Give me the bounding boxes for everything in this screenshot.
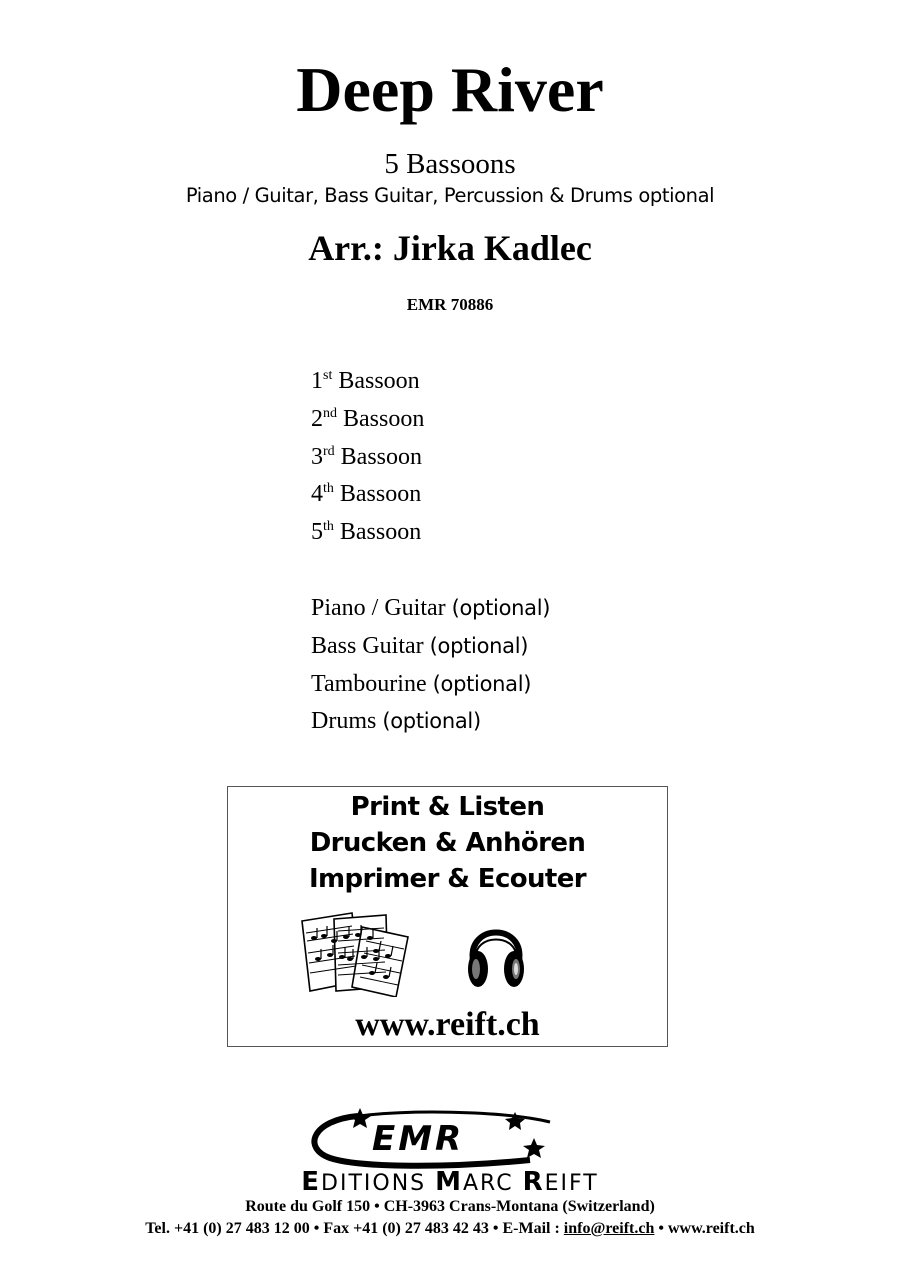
promo-line-french: Imprimer & Ecouter [308,864,587,894]
optional-part-item [311,591,550,629]
part-item [311,364,550,402]
email-link[interactable]: info@reift.ch [563,1220,655,1237]
optional-part-item [311,704,550,742]
optional-part-name: Bass Guitar [311,632,424,659]
promo-url: www.reift.ch [355,1006,540,1043]
optional-part-name: Drums [311,708,377,735]
optional-part-item [311,629,550,667]
instrumentation-line: Piano / Guitar, Bass Guitar, Percussion & Drums optional [185,184,715,207]
part-ordinal: 5 [311,519,323,546]
star-icon [349,1108,371,1128]
part-ordinal-suffix: st [323,368,333,383]
arranger: Arr.: Jirka Kadlec [308,228,592,268]
part-name: Bassoon [340,443,423,470]
part-item [311,477,550,515]
promo-line-german: Drucken & Anhören [309,828,586,858]
part-item [311,402,550,440]
optional-part-name: Piano / Guitar [311,594,446,621]
part-ordinal-suffix: rd [323,443,335,459]
part-name: Bassoon [343,405,425,432]
publisher-address: Route du Golf 150 • CH-3963 Crans-Montana (Switzerland) [245,1198,655,1215]
publisher-contact: Tel. +41 (0) 27 483 12 00 • Fax +41 (0) 27 483 42 43 • E-Mail : info@reift.ch • www.reift.ch [145,1220,755,1237]
part-ordinal-suffix: th [323,481,334,497]
emr-logo [300,1108,600,1172]
star-icon [523,1138,545,1158]
parts-list [311,364,550,742]
optional-note: (optional) [382,709,481,734]
headphones-icon [463,913,529,991]
part-ordinal: 4 [311,481,323,508]
part-name: Bassoon [339,519,422,546]
emr-logo-text: EMR [372,1119,465,1159]
optional-note: (optional) [451,595,551,620]
part-item [311,515,550,553]
part-ordinal: 2 [311,405,323,432]
catalog-number: EMR 70886 [406,295,494,314]
part-name: Bassoon [339,481,422,508]
part-ordinal-suffix: nd [323,405,337,421]
optional-part-name: Tambourine [311,670,427,697]
optional-part-item [311,667,550,705]
part-ordinal-suffix: th [323,519,334,535]
optional-note: (optional) [429,633,529,658]
sheet-music-icon [300,911,412,997]
subtitle: 5 Bassoons [384,148,516,180]
part-ordinal: 3 [311,443,323,470]
optional-note: (optional) [432,671,532,696]
promo-line-english: Print & Listen [350,792,545,822]
print-listen-box [227,786,668,1047]
publisher-name: EDITIONS MARC REIFT [301,1167,599,1197]
part-ordinal: 1 [311,368,323,394]
part-item [311,440,550,478]
title: Deep River [296,54,604,125]
part-name: Bassoon [338,368,420,394]
